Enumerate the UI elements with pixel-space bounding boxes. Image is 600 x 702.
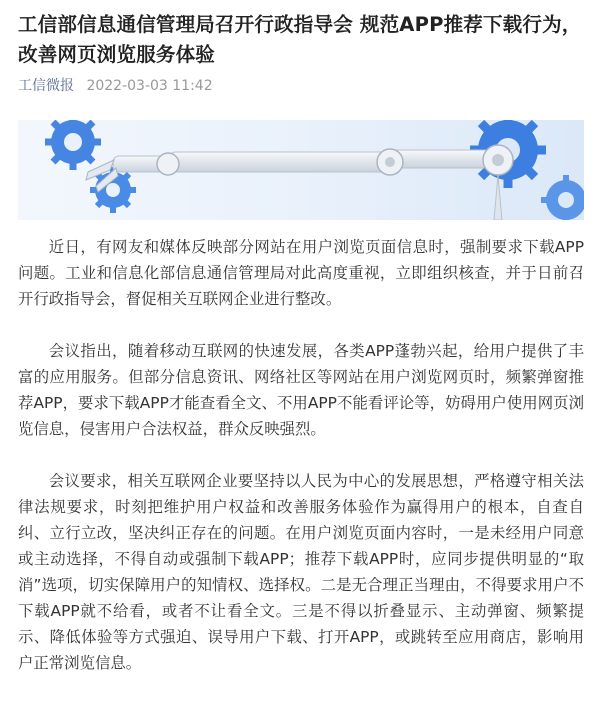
article-title: 工信部信息通信管理局召开行政指导会 规范APP推荐下载行为，改善网页浏览服务体验 [18, 13, 582, 66]
publish-datetime: 2022-03-03 11:42 [86, 78, 213, 94]
paragraph: 会议要求，相关互联网企业要坚持以人民为中心的发展思想，严格遵守相关法律法规要求，时刻把维护用户权益和改善服务体验作为赢得用户的根本，自查自纠、立行立改，坚决纠正存在的问题。在用户浏览页面内容时，一是未经用户同意或主动选择，不得自动或强制下载APP；推荐下载APP时，应同步提供明显的“取消”选项，切实保障用户的知情权、选择权。二是无合理正当理由，不得要求用户不下载APP就不给看，或者不让看全文。三是不得以折叠显示、主动弹窗、频繁提示、降低体验等方式强迫、误导用户下载、打开APP，或跳转至应用商店，影响用户正常浏览信息。 [18, 472, 584, 672]
banner-image [18, 120, 584, 220]
robot-arm-gears-illustration [18, 120, 584, 220]
paragraph: 会议指出，随着移动互联网的快速发展，各类APP蓬勃兴起，给用户提供了丰富的应用服务。但部分信息资讯、网络社区等网站在用户浏览网页时，频繁弹窗推荐APP，要求下载APP才能查看全文、不用APP不能看评论等，妨碍用户使用网页浏览信息，侵害用户合法权益，群众反映强烈。 [18, 342, 584, 438]
article-meta [18, 76, 213, 96]
author-link[interactable]: 工信微报 [18, 78, 74, 94]
paragraph: 近日，有网友和媒体反映部分网站在用户浏览页面信息时，强制要求下载APP问题。工业和信息化部信息通信管理局对此高度重视，立即组织核查，并于日前召开行政指导会，督促相关互联网企业进行整改。 [18, 238, 584, 308]
article-body [18, 234, 584, 702]
